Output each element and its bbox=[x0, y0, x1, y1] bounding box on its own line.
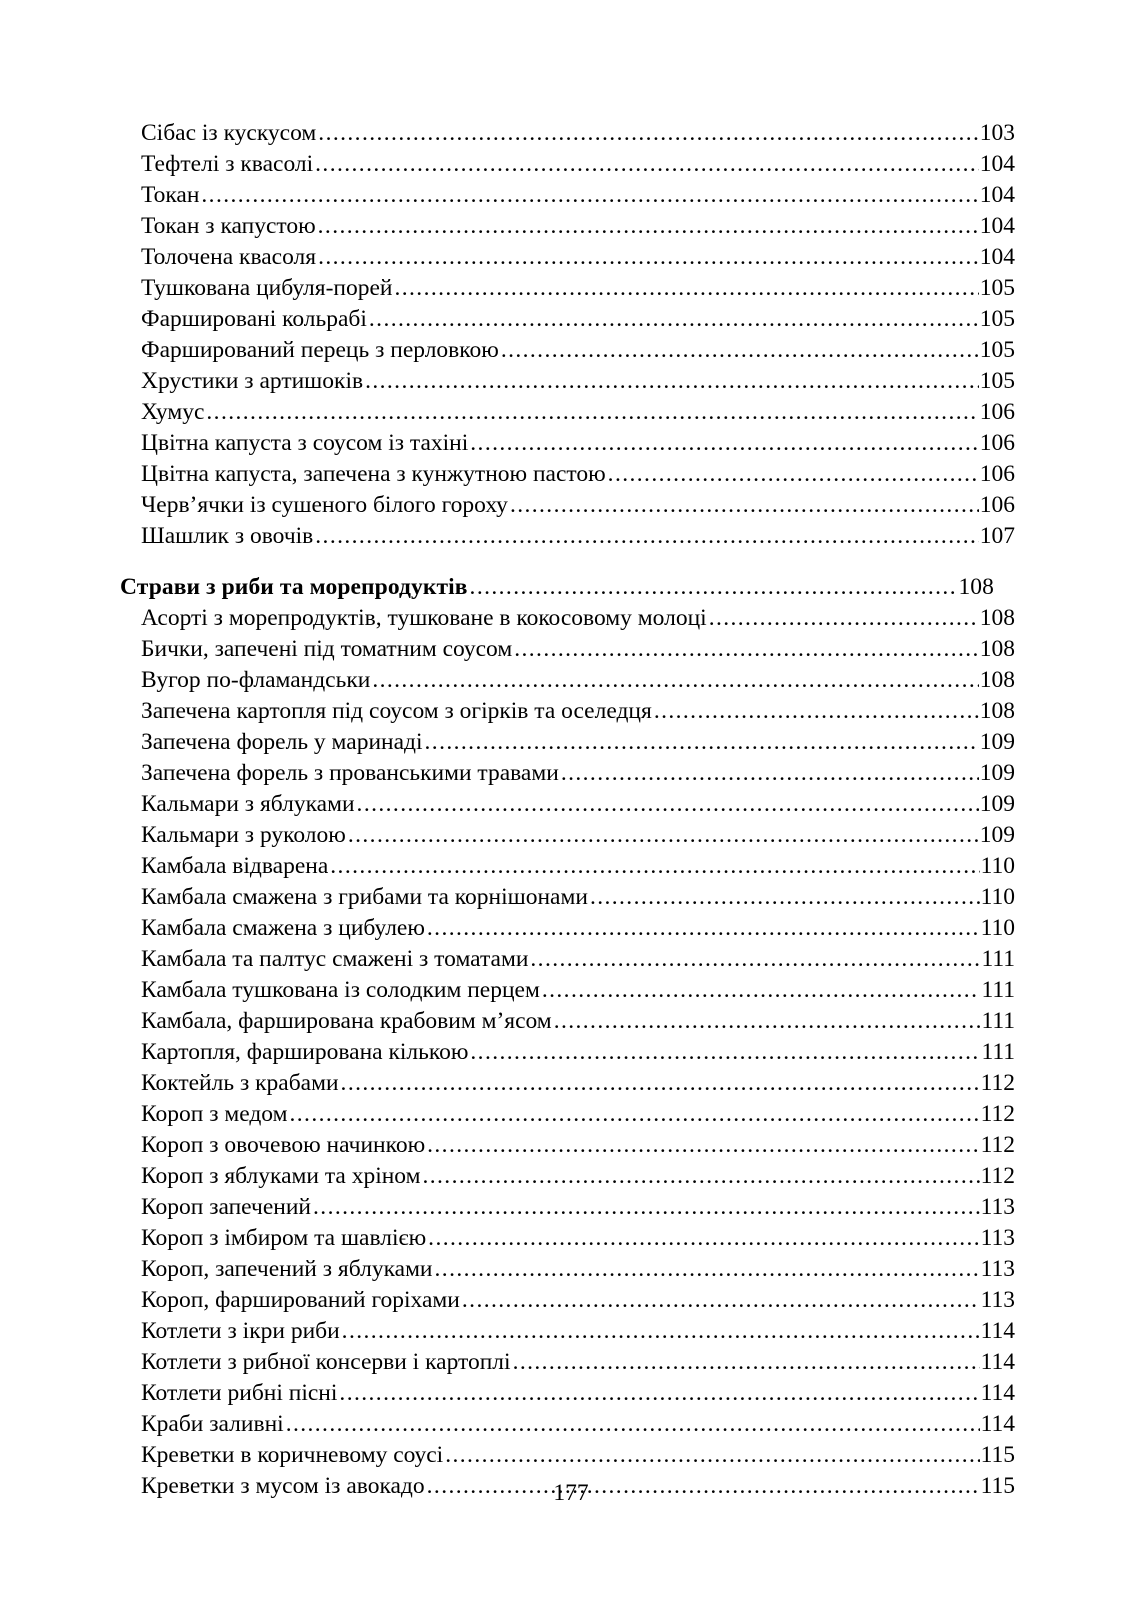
toc-entry-title: Котлети рибні пісні bbox=[141, 1380, 338, 1406]
toc-entry[interactable] bbox=[118, 882, 1015, 913]
toc-entry-title: Камбала смажена з грибами та корнішонами bbox=[141, 884, 588, 910]
toc-entry[interactable] bbox=[118, 180, 1015, 211]
toc-dot-leader bbox=[330, 851, 979, 882]
toc-dot-leader bbox=[608, 459, 979, 490]
toc-entry-page-number: 110 bbox=[980, 915, 1015, 941]
toc-entry[interactable] bbox=[118, 1006, 1015, 1037]
toc-entry[interactable] bbox=[118, 490, 1015, 521]
toc-dot-leader bbox=[315, 149, 979, 180]
toc-entry[interactable] bbox=[118, 820, 1015, 851]
toc-entry[interactable] bbox=[118, 1378, 1015, 1409]
toc-dot-leader bbox=[369, 304, 979, 335]
toc-entry-page-number: 104 bbox=[979, 151, 1015, 177]
toc-entry[interactable] bbox=[118, 1347, 1015, 1378]
toc-entry-page-number: 110 bbox=[980, 853, 1015, 879]
toc-entry[interactable] bbox=[118, 149, 1015, 180]
toc-dot-leader bbox=[357, 789, 979, 820]
toc-entry-page-number: 106 bbox=[979, 430, 1015, 456]
toc-entry-page-number: 112 bbox=[980, 1101, 1015, 1127]
toc-dot-leader bbox=[445, 1440, 979, 1471]
toc-entry[interactable] bbox=[118, 304, 1015, 335]
toc-entry[interactable] bbox=[118, 603, 1015, 634]
toc-dot-leader bbox=[513, 1347, 980, 1378]
toc-dot-leader bbox=[206, 397, 978, 428]
toc-dot-leader bbox=[394, 273, 978, 304]
toc-dot-leader bbox=[510, 490, 979, 521]
toc-dot-leader bbox=[470, 572, 958, 603]
toc-entry-title: Короп з імбиром та шавлією bbox=[141, 1225, 427, 1251]
toc-entry-title: Короп, фарширований горіхами bbox=[141, 1287, 460, 1313]
toc-entry[interactable] bbox=[118, 118, 1015, 149]
toc-entry-page-number: 104 bbox=[979, 244, 1015, 270]
toc-entry[interactable] bbox=[118, 273, 1015, 304]
toc-entry[interactable] bbox=[118, 242, 1015, 273]
toc-entry-title: Черв’ячки із сушеного білого гороху bbox=[141, 492, 508, 518]
toc-dot-leader bbox=[342, 1316, 980, 1347]
toc-entry-title: Короп з овочевою начинкою bbox=[141, 1132, 426, 1158]
toc-entry-title: Хумус bbox=[141, 399, 205, 425]
toc-entry-page-number: 108 bbox=[979, 605, 1015, 631]
toc-entry-page-number: 106 bbox=[979, 461, 1015, 487]
toc-entry-title: Фарширований перець з перловкою bbox=[141, 337, 499, 363]
toc-entry-page-number: 113 bbox=[980, 1225, 1015, 1251]
toc-entry[interactable] bbox=[118, 758, 1015, 789]
toc-entry[interactable] bbox=[118, 521, 1015, 552]
toc-entry-page-number: 106 bbox=[979, 399, 1015, 425]
toc-entry-title: Запечена картопля під соусом з огірків та оселедця bbox=[141, 698, 652, 724]
toc-dot-leader bbox=[427, 1130, 979, 1161]
toc-entry-title: Короп запечений bbox=[141, 1194, 312, 1220]
toc-dot-leader bbox=[514, 634, 979, 665]
toc-entry-title: Токан з капустою bbox=[141, 213, 316, 239]
toc-entry[interactable] bbox=[118, 1130, 1015, 1161]
toc-entry-page-number: 105 bbox=[979, 275, 1015, 301]
toc-entry[interactable] bbox=[118, 634, 1015, 665]
toc-dot-leader bbox=[422, 1161, 979, 1192]
toc-entry[interactable] bbox=[118, 1440, 1015, 1471]
toc-entry-page-number: 106 bbox=[979, 492, 1015, 518]
toc-entry[interactable] bbox=[118, 1068, 1015, 1099]
toc-entry-page-number: 112 bbox=[980, 1070, 1015, 1096]
toc-entry-page-number: 115 bbox=[980, 1473, 1015, 1499]
toc-dot-leader bbox=[542, 975, 981, 1006]
toc-entry[interactable] bbox=[118, 975, 1015, 1006]
toc-entry-title: Бички, запечені під томатним соусом bbox=[141, 636, 513, 662]
toc-entry-page-number: 113 bbox=[980, 1287, 1015, 1313]
toc-dot-leader bbox=[318, 211, 979, 242]
toc-dot-leader bbox=[427, 913, 980, 944]
toc-entry-title: Фаршировані кольрабі bbox=[141, 306, 367, 332]
toc-dot-leader bbox=[286, 1409, 980, 1440]
toc-dot-leader bbox=[339, 1378, 979, 1409]
toc-entry-title: Тефтелі з квасолі bbox=[141, 151, 314, 177]
toc-entry[interactable] bbox=[118, 1099, 1015, 1130]
toc-entry-page-number: 108 bbox=[979, 698, 1015, 724]
toc-entry-title: Коктейль з крабами bbox=[141, 1070, 339, 1096]
toc-dot-leader bbox=[201, 180, 978, 211]
toc-entry-title: Короп з медом bbox=[141, 1101, 288, 1127]
toc-entry-page-number: 108 bbox=[979, 667, 1015, 693]
toc-entry-title: Камбала смажена з цибулею bbox=[141, 915, 425, 941]
toc-entry-title: Котлети з ікри риби bbox=[141, 1318, 340, 1344]
toc-entry[interactable] bbox=[118, 1409, 1015, 1440]
toc-dot-leader bbox=[348, 820, 979, 851]
toc-entry-page-number: 105 bbox=[979, 368, 1015, 394]
toc-entry[interactable] bbox=[118, 1316, 1015, 1347]
toc-dot-leader bbox=[554, 1006, 981, 1037]
toc-entry-title: Креветки з мусом із авокадо bbox=[141, 1473, 425, 1499]
toc-entry[interactable] bbox=[118, 789, 1015, 820]
toc-entry-page-number: 109 bbox=[979, 791, 1015, 817]
toc-entry-page-number: 104 bbox=[979, 213, 1015, 239]
toc-entry[interactable] bbox=[118, 944, 1015, 975]
toc-entry-title: Вугор по-фламандськи bbox=[141, 667, 371, 693]
toc-entry-page-number: 112 bbox=[980, 1163, 1015, 1189]
toc-entry-page-number: 113 bbox=[980, 1194, 1015, 1220]
toc-entry-title: Токан bbox=[141, 182, 200, 208]
toc-dot-leader bbox=[318, 242, 979, 273]
toc-entry-title: Камбала та палтус смажені з томатами bbox=[141, 946, 529, 972]
toc-entry-page-number: 105 bbox=[979, 337, 1015, 363]
toc-entry[interactable] bbox=[118, 696, 1015, 727]
toc-entry-title: Страви з риби та морепродуктів bbox=[120, 574, 468, 600]
toc-entry-page-number: 113 bbox=[980, 1256, 1015, 1282]
toc-entry-title: Цвітна капуста з соусом із тахіні bbox=[141, 430, 469, 456]
toc-entry-page-number: 114 bbox=[980, 1380, 1015, 1406]
toc-entry-page-number: 107 bbox=[979, 523, 1015, 549]
toc-dot-leader bbox=[372, 665, 978, 696]
toc-entry[interactable] bbox=[118, 211, 1015, 242]
toc-dot-leader bbox=[561, 758, 979, 789]
toc-entry-title: Креветки в коричневому соусі bbox=[141, 1442, 444, 1468]
toc-dot-leader bbox=[470, 1037, 980, 1068]
page-folio: 177 bbox=[553, 1480, 589, 1506]
section-spacer bbox=[118, 552, 992, 572]
toc-entry-page-number: 112 bbox=[980, 1132, 1015, 1158]
toc-entry-title: Толочена квасоля bbox=[141, 244, 317, 270]
toc-entry-title: Картопля, фарширована кількою bbox=[141, 1039, 469, 1065]
toc-entry-page-number: 115 bbox=[980, 1442, 1015, 1468]
toc-entry[interactable] bbox=[118, 727, 1015, 758]
toc-entry-page-number: 114 bbox=[980, 1349, 1015, 1375]
toc-entry-title: Цвітна капуста, запечена з кунжутною пастою bbox=[141, 461, 606, 487]
toc-entry[interactable] bbox=[118, 851, 1015, 882]
toc-entry-page-number: 111 bbox=[981, 977, 1015, 1003]
toc-entry-title: Камбала відварена bbox=[141, 853, 329, 879]
toc-entry[interactable] bbox=[118, 1223, 1015, 1254]
table-of-contents-list bbox=[118, 118, 1015, 1502]
toc-entry-page-number: 103 bbox=[979, 120, 1015, 146]
toc-entry-title: Хрустики з артишоків bbox=[141, 368, 364, 394]
toc-entry[interactable] bbox=[118, 913, 1015, 944]
toc-dot-leader bbox=[290, 1099, 980, 1130]
toc-dot-leader bbox=[318, 118, 978, 149]
toc-dot-leader bbox=[428, 1223, 979, 1254]
toc-dot-leader bbox=[435, 1254, 980, 1285]
toc-entry-page-number: 109 bbox=[979, 822, 1015, 848]
toc-dot-leader bbox=[313, 1192, 980, 1223]
toc-entry-page-number: 111 bbox=[981, 946, 1015, 972]
toc-dot-leader bbox=[654, 696, 979, 727]
toc-entry-title: Сібас із кускусом bbox=[141, 120, 317, 146]
toc-entry-page-number: 108 bbox=[979, 636, 1015, 662]
toc-dot-leader bbox=[470, 428, 978, 459]
toc-entry[interactable] bbox=[118, 1037, 1015, 1068]
toc-entry[interactable] bbox=[118, 459, 1015, 490]
toc-entry-title: Короп з яблуками та хріном bbox=[141, 1163, 421, 1189]
toc-dot-leader bbox=[425, 727, 979, 758]
toc-entry[interactable] bbox=[118, 1285, 1015, 1316]
toc-dot-leader bbox=[315, 521, 978, 552]
toc-section-heading[interactable] bbox=[118, 572, 994, 603]
toc-dot-leader bbox=[530, 944, 980, 975]
toc-entry-title: Запечена форель у маринаді bbox=[141, 729, 423, 755]
toc-entry[interactable] bbox=[118, 1192, 1015, 1223]
toc-entry-page-number: 114 bbox=[980, 1411, 1015, 1437]
toc-entry-page-number: 104 bbox=[979, 182, 1015, 208]
toc-entry-page-number: 109 bbox=[979, 729, 1015, 755]
toc-entry[interactable] bbox=[118, 428, 1015, 459]
toc-entry-title: Котлети з рибної консерви і картоплі bbox=[141, 1349, 511, 1375]
toc-entry-title: Кальмари з яблуками bbox=[141, 791, 355, 817]
toc-entry-title: Шашлик з овочів bbox=[141, 523, 314, 549]
toc-entry[interactable] bbox=[118, 335, 1015, 366]
toc-entry-title: Камбала, фарширована крабовим м’ясом bbox=[141, 1008, 552, 1034]
toc-entry-title: Короп, запечений з яблуками bbox=[141, 1256, 433, 1282]
toc-dot-leader bbox=[462, 1285, 980, 1316]
toc-entry-page-number: 111 bbox=[981, 1008, 1015, 1034]
toc-entry-title: Асорті з морепродуктів, тушковане в кокосовому молоці bbox=[141, 605, 707, 631]
toc-dot-leader bbox=[341, 1068, 980, 1099]
toc-entry-title: Запечена форель з прованськими травами bbox=[141, 760, 559, 786]
toc-entry[interactable] bbox=[118, 665, 1015, 696]
toc-entry-page-number: 109 bbox=[979, 760, 1015, 786]
toc-entry-title: Тушкована цибуля-порей bbox=[141, 275, 393, 301]
toc-entry[interactable] bbox=[118, 1254, 1015, 1285]
toc-entry-page-number: 111 bbox=[981, 1039, 1015, 1065]
toc-entry-page-number: 114 bbox=[980, 1318, 1015, 1344]
toc-entry-page-number: 110 bbox=[980, 884, 1015, 910]
toc-entry-title: Краби заливні bbox=[141, 1411, 284, 1437]
toc-entry-title: Камбала тушкована із солодким перцем bbox=[141, 977, 540, 1003]
toc-entry-page-number: 108 bbox=[958, 574, 994, 600]
toc-entry-title: Кальмари з руколою bbox=[141, 822, 346, 848]
toc-entry[interactable] bbox=[118, 397, 1015, 428]
toc-dot-leader bbox=[590, 882, 980, 913]
toc-entry[interactable] bbox=[118, 366, 1015, 397]
toc-entry-page-number: 105 bbox=[979, 306, 1015, 332]
toc-dot-leader bbox=[709, 603, 979, 634]
toc-dot-leader bbox=[501, 335, 979, 366]
toc-entry[interactable] bbox=[118, 1161, 1015, 1192]
toc-dot-leader bbox=[365, 366, 979, 397]
